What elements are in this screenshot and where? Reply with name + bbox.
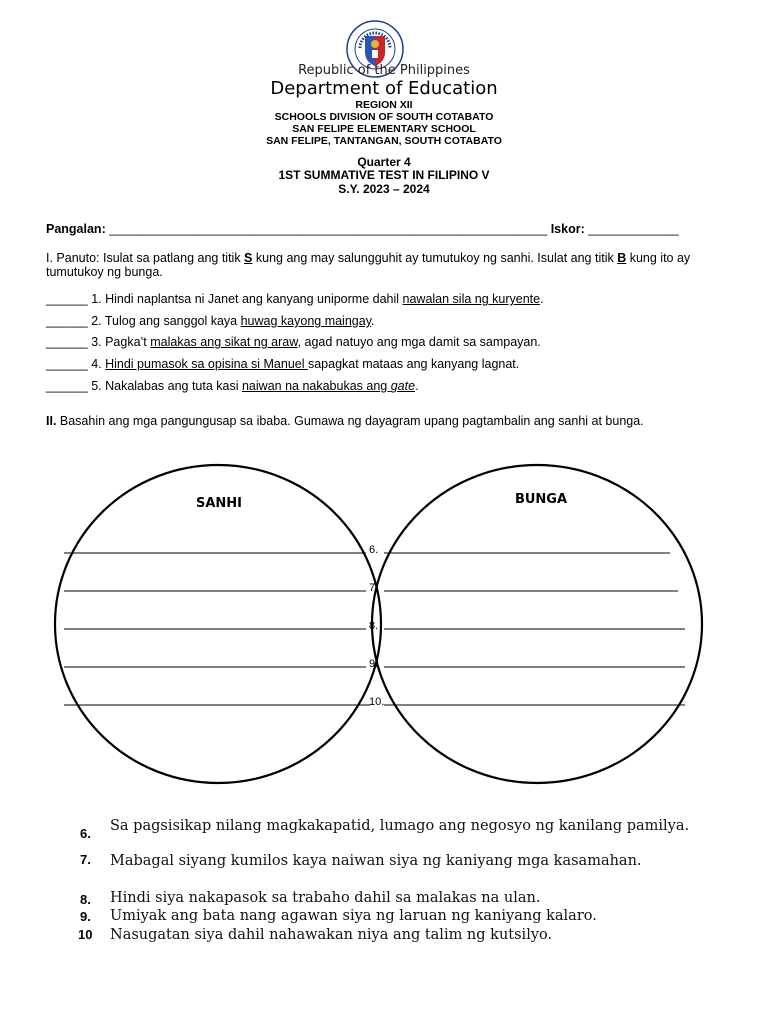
item-text: 2. Tulog ang sanggol kaya [87, 314, 241, 328]
answer-blank[interactable]: ______ [46, 357, 88, 371]
item-text: 3. Pagka’t [87, 335, 151, 349]
underlined-phrase: naiwan na nakabukas ang [241, 379, 391, 393]
instr-text-c: kung ito ay tumutukoy ng bunga. [46, 251, 691, 279]
sentence-text: Umiyak ang bata nang agawan siya ng laruan ng kaniyang kalaro. [110, 908, 597, 924]
item-text: 1. Hindi naplantsa ni Janet ang kanyang uniporme dahil [87, 292, 403, 306]
sentence-text: Hindi siya nakapasok sa trabaho dahil sa malakas na ulan. [110, 890, 541, 906]
school-year: S.Y. 2023 – 2024 [338, 182, 430, 196]
venn-diagram [0, 440, 768, 810]
letter-s: S [244, 251, 253, 265]
name-score-line [46, 222, 679, 236]
department-title: Department of Education [270, 78, 498, 99]
quarter-label: Quarter 4 [357, 155, 411, 169]
underlined-phrase: huwag kayong maingay [240, 314, 372, 328]
item-text: . [415, 379, 419, 393]
list-item [46, 357, 519, 371]
venn-number: 8. [369, 620, 379, 632]
underlined-phrase: Hindi pumasok sa opisina si Manuel [105, 357, 308, 371]
region-line: REGION XII [355, 99, 413, 111]
answer-blank[interactable]: ______ [46, 335, 88, 349]
instr-text-a: I. Panuto: Isulat sa patlang ang titik [46, 251, 245, 265]
list-item [46, 314, 375, 328]
score-label: Iskor: [550, 222, 585, 236]
venn-left-label: SANHI [195, 496, 243, 511]
venn-number: 6. [369, 544, 379, 556]
venn-number: 10. [369, 696, 385, 708]
sentence-text: Mabagal siyang kumilos kaya naiwan siya ng kaniyang mga kasamahan. [110, 853, 642, 869]
answer-blank[interactable]: ______ [46, 314, 88, 328]
item-text: . [371, 314, 375, 328]
division-line: SCHOOLS DIVISION OF SOUTH COTABATO [274, 111, 494, 123]
name-blank[interactable]: _______________________________________________________________ [109, 222, 548, 236]
part2-text: Basahin ang mga pangungusap sa ibaba. Gumawa ng dayagram upang pagtambalin ang sanhi at bunga. [56, 414, 644, 428]
underlined-phrase: nawalan sila ng kuryente [402, 292, 541, 306]
list-item [46, 292, 544, 306]
instr-text-b: kung ang may salungguhit ay tumutukoy ng sanhi. Isulat ang titik [252, 251, 618, 265]
bunga-circle [372, 465, 702, 783]
venn-right-label: BUNGA [514, 492, 568, 507]
item-text: 4. [87, 357, 106, 371]
venn-number: 9. [369, 658, 379, 670]
item-text: 5. Nakalabas ang tuta kasi [87, 379, 242, 393]
item-text: sapagkat mataas ang kanyang lagnat. [307, 357, 520, 371]
sentence-number: 9. [80, 909, 91, 924]
letter-b: B [617, 251, 627, 265]
item-text: , agad natuyo ang mga damit sa sampayan. [297, 335, 541, 349]
list-item [46, 379, 419, 393]
part2-roman: II. [46, 414, 57, 428]
item-text: . [540, 292, 544, 306]
name-label: Pangalan: [46, 222, 106, 236]
test-title: 1ST SUMMATIVE TEST IN FILIPINO V [278, 168, 490, 182]
sentence-text: Nasugatan siya dahil nahawakan niya ang talim ng kutsilyo. [110, 927, 553, 943]
sentence-number: 8. [80, 892, 91, 907]
part2-instructions [46, 414, 644, 428]
list-item [46, 335, 541, 349]
sanhi-circle [55, 465, 381, 783]
underlined-phrase: gate [390, 379, 416, 393]
sentence-number: 10 [78, 927, 93, 942]
part1-instructions [46, 251, 726, 279]
underlined-phrase: malakas ang sikat ng araw [150, 335, 298, 349]
sentence-number: 6. [80, 826, 91, 841]
sentence-text: Sa pagsisikap nilang magkakapatid, lumago ang negosyo ng kanilang pamilya. [110, 818, 690, 834]
score-blank[interactable]: _____________ [588, 222, 679, 236]
answer-blank[interactable]: ______ [46, 292, 88, 306]
sentence-number: 7. [80, 852, 91, 867]
school-line: SAN FELIPE ELEMENTARY SCHOOL [292, 123, 476, 135]
venn-number: 7. [369, 582, 379, 594]
answer-blank[interactable]: ______ [46, 379, 88, 393]
address-line: SAN FELIPE, TANTANGAN, SOUTH COTABATO [266, 135, 502, 147]
republic-line: Republic of the Philippines [298, 63, 470, 78]
